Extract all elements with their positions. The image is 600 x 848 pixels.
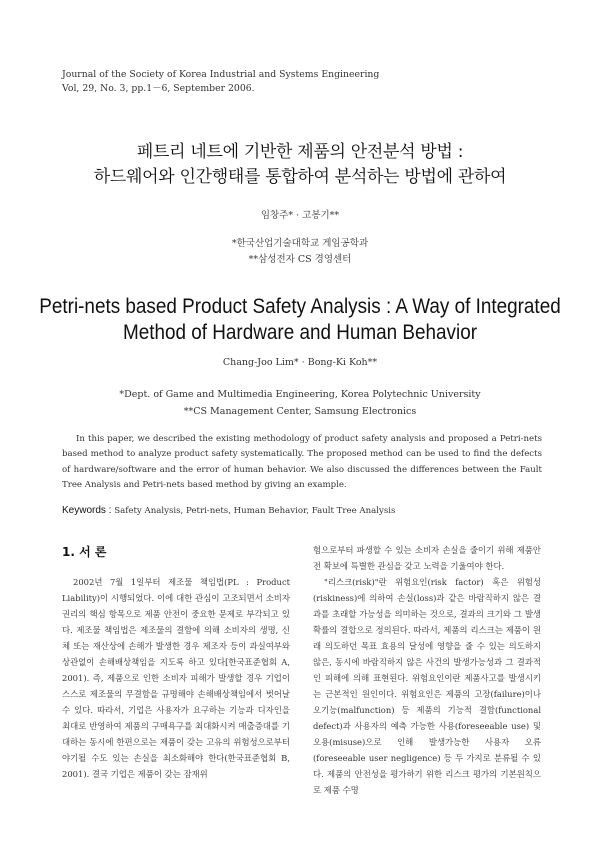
journal-volume: Vol, 29, No. 3, pp.1－6, September 2006.	[62, 83, 255, 94]
journal-name: Journal of the Society of Korea Industrial and Systems Engineering	[62, 69, 380, 80]
body-paragraph: "리스크(risk)"란 위험요인(risk factor) 혹은 위험성(riskiness)에 의하여 손실(loss)과 같은 바람직하지 않은 결과를 초래할 가능성을 의미하는 것으로, 결과의 크기와 그 발생확률의 결합으로 정의된다. 따라서, 제품의 리스크는 제품이 원래 의도하던 목표 효용의 달성에 영향을 줄 수 있는 의도하지 않은, 동시에 바람직하지 않은 사건의 발생가능성과 그 결과적인 피해에 의해 표현된다. 위험요인이란 제품사고를 발생시키는 근본적인 원인이다. 위험요인은 제품의 고장(failure)이나 오기능(malfunction) 등 제품의 기능적 결함(functional defect)과 사용자의 예측 가능한 사용(foreseeable use) 및 오용(misuse)으로 인해 발생가능한 사용자 오류(foreseeable user negligence) 등 두 가지로 분류될 수 있다. 제품의 안전성을 평가하기 위한 리스크 평가의 기본원칙으로 제품 수명	[313, 577, 541, 795]
korean-title-line2: 하드웨어와 인간행태를 통합하여 분석하는 방법에 관하여	[93, 167, 507, 187]
journal-header	[62, 68, 379, 96]
english-affiliation-2: **CS Management Center, Samsung Electronics	[183, 406, 417, 417]
abstract: In this paper, we described the existing methodology of product safety analysis and proposed a Petri-nets based method to analyze product safety systematically. The proposed method can be used to find the defects of hardware/software and the error of human behavior. We also discussed the differences between the Fault Tree Analysis and Petri-nets based method by giving an example.	[62, 434, 542, 490]
body-column-left	[62, 574, 290, 782]
body-column-right	[313, 542, 541, 798]
keywords-text: Safety Analysis, Petri-nets, Human Behavior, Fault Tree Analysis	[114, 506, 396, 516]
korean-affiliation-1: *한국산업기술대학교 게임공학과	[231, 238, 369, 249]
keywords	[62, 505, 542, 516]
english-title-line2: Method of Hardware and Human Behavior	[122, 321, 478, 344]
body-paragraph: 험으로부터 파생할 수 있는 소비자 손실을 줄이기 위해 제품안전 확보에 특별한 관심을 갖고 노력을 기울여야 한다.	[313, 545, 541, 571]
english-affiliations	[0, 386, 600, 420]
english-title	[30, 294, 570, 346]
korean-title-line1: 페트리 네트에 기반한 제품의 안전분석 방법 :	[136, 142, 464, 162]
english-title-line1: Petri-nets based Product Safety Analysis : A Way of Integrated	[39, 295, 561, 318]
korean-affiliations	[0, 236, 600, 268]
korean-affiliation-2: **삼성전자 CS 경영센터	[248, 254, 352, 265]
english-affiliation-1: *Dept. of Game and Multimedia Engineering, Korea Polytechnic University	[119, 389, 481, 400]
korean-authors: 임창주* · 고봉기**	[260, 210, 340, 221]
english-authors: Chang-Joo Lim* · Bong-Ki Koh**	[222, 357, 378, 368]
korean-title	[0, 140, 600, 190]
body-paragraph: 2002년 7월 1일부터 제조물 책임법(PL : Product Liability)이 시행되었다. 이에 대한 관심이 고조되면서 소비자 권리의 핵심 항목으로 제품 안전이 중요한 문제로 부각되고 있다. 제조물 책임법은 제조물의 결함에 의해 소비자의 생명, 신체 또는 재산상에 손해가 발생한 경우 제조자 등이 과실여부와 상관없이 손해배상책임을 지도록 하고 있다[한국표준협회 A, 2001). 즉, 제품으로 인한 소비자 피해가 발생할 경우 기업이 스스로 제조물의 무결함을 규명해야 손해배상책임에서 벗어날 수 있다. 따라서, 기업은 사용자가 요구하는 기능과 디자인을 최대로 반영하여 제품의 구매욕구를 최대화시켜 매출증대를 기대하는 동시에 한편으로는 제품이 갖는 고유의 위험성으로부터 야기될 수도 있는 손실을 최소화해야 한다(한국표준협회 B, 2001). 결국 기업은 제품이 갖는 잠재위	[62, 577, 290, 779]
keywords-label: Keywords :	[62, 505, 112, 516]
section-heading: 1. 서 론	[62, 545, 107, 559]
